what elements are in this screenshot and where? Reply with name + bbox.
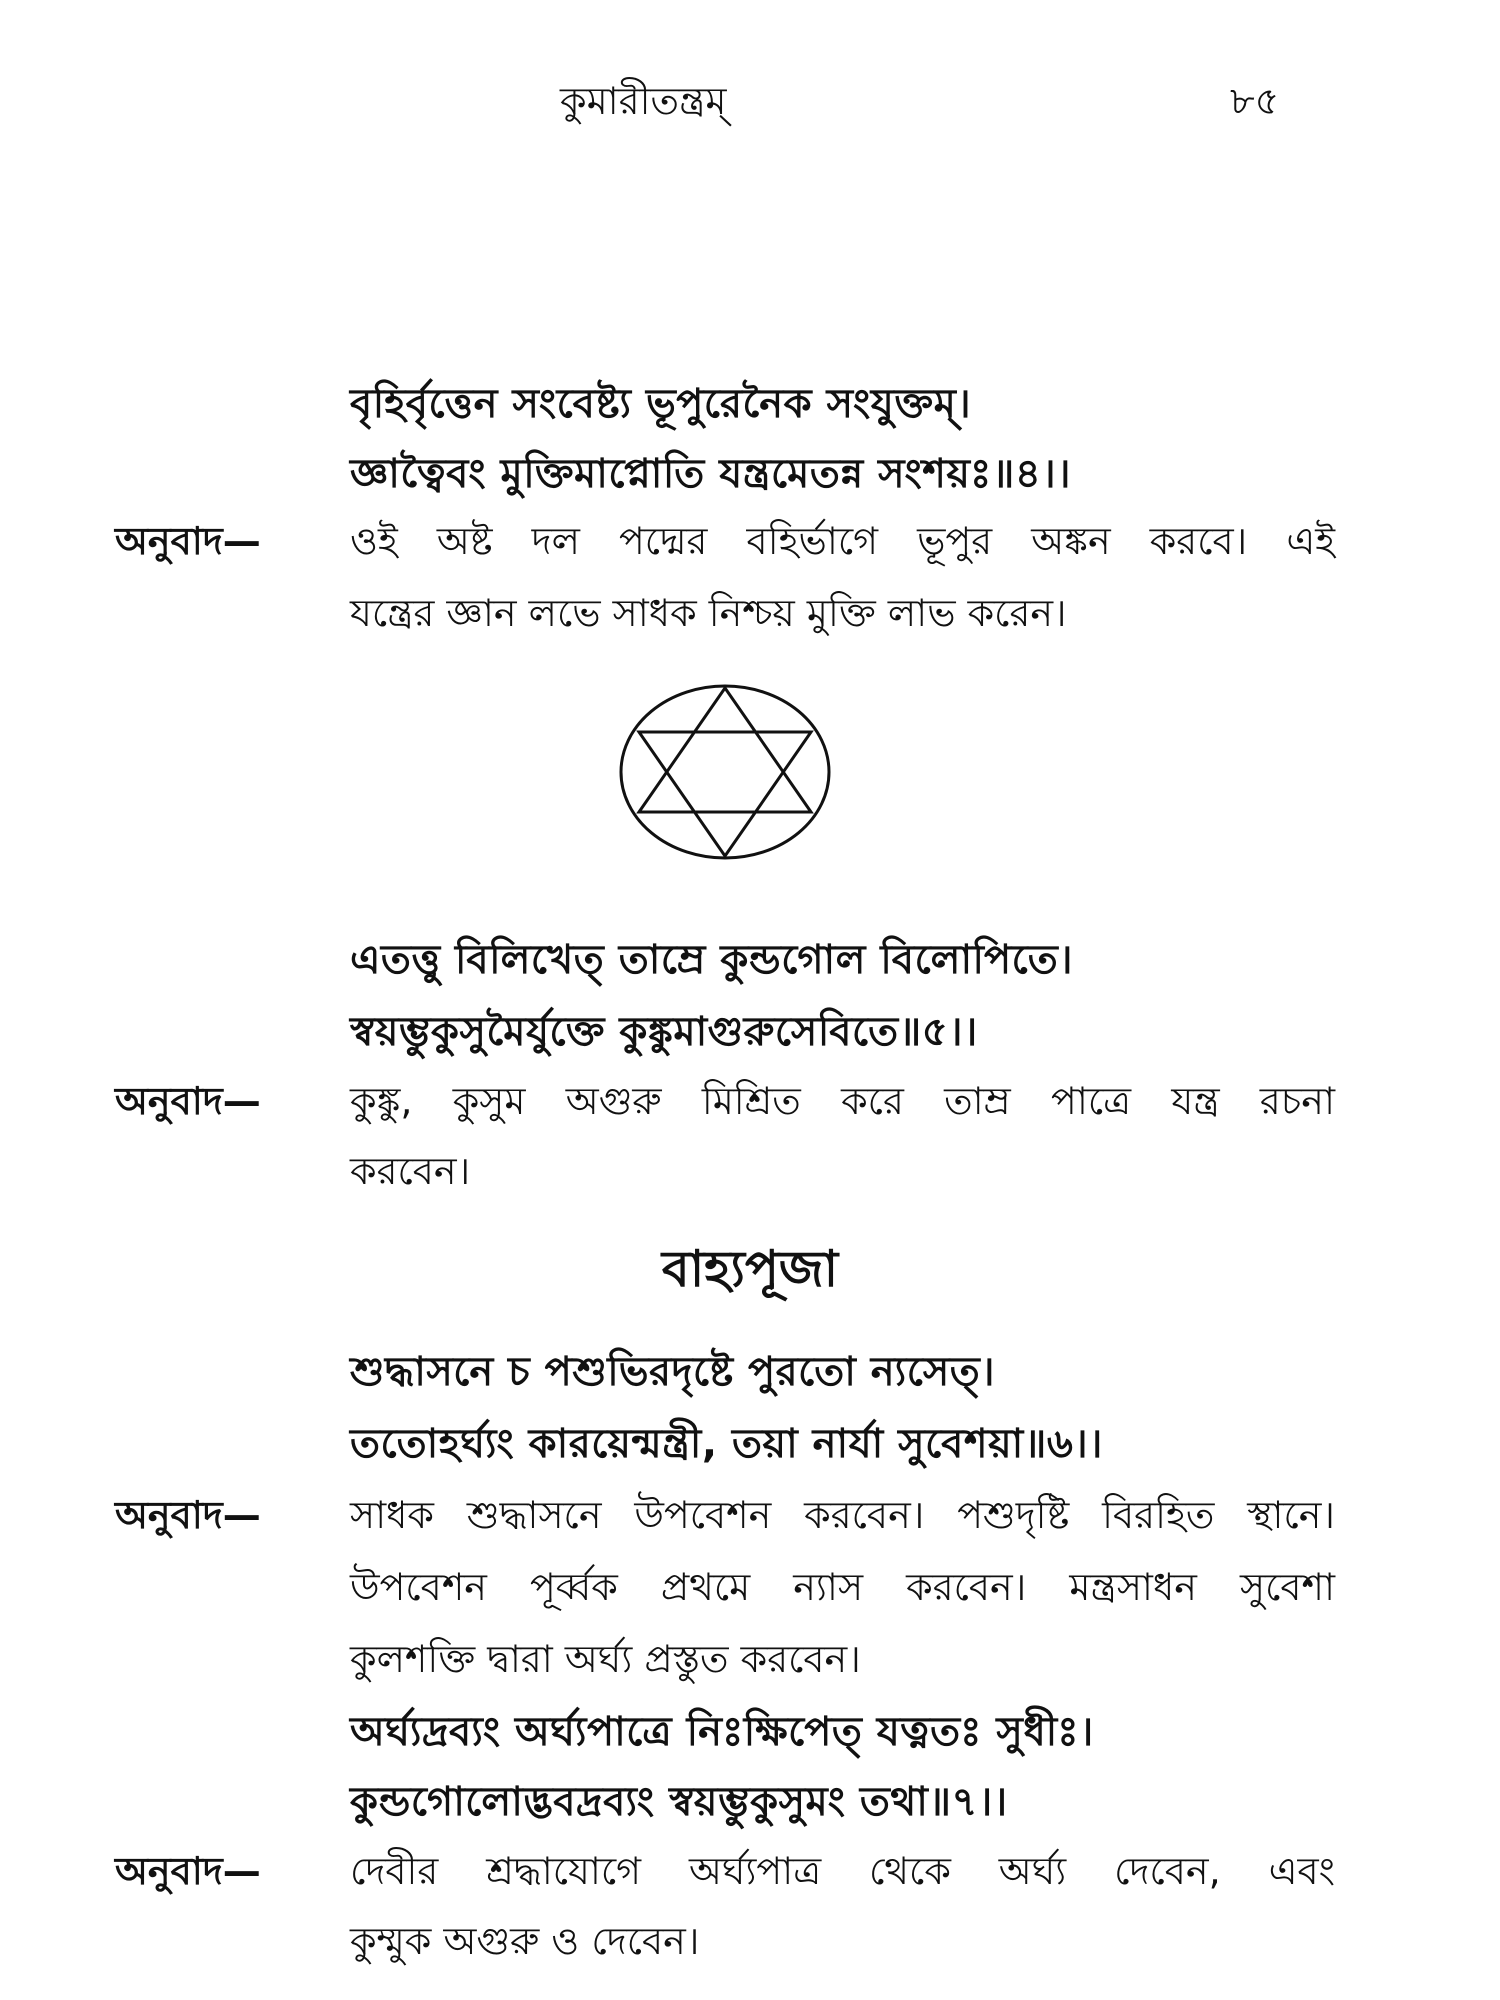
page-number: ৮৫ [1230, 79, 1280, 123]
yantra-upward-triangle [639, 688, 811, 812]
yantra-circle [621, 686, 829, 858]
translation-7-line-2: কুম্মুক অগুরু ও দেবেন। [350, 1919, 700, 1963]
translation-5-line-1: কুঙ্কু, কুসুম অগুরু মিশ্রিত করে তাম্র পাত্রে যন্ত্র রচনা [350, 1079, 1335, 1123]
running-header-title: কুমারীতন্ত্রম্ [560, 79, 727, 123]
verse-4-line-2: জ্ঞাত্বৈবং মুক্তিমাপ্নোতি যন্ত্রমেতন্ন সংশয়ঃ॥৪।। [350, 451, 1072, 497]
translation-7-line-1: দেবীর শ্রদ্ধাযোগে অর্ঘ্যপাত্র থেকে অর্ঘ্য দেবেন, এবং [350, 1849, 1335, 1893]
section-heading-bahyapuja: বাহ্যপূজা [661, 1240, 839, 1298]
translation-label: অনুবাদ— [115, 1079, 261, 1123]
verse-7-line-1: অর্ঘ্যদ্রব্যং অর্ঘ্যপাত্রে নিঃক্ষিপেত্ যত্নতঃ সুধীঃ। [350, 1709, 1094, 1755]
verse-6-line-2: ততোহর্ঘ্যং কারয়েন্মন্ত্রী, তয়া নার্যা সুবেশয়া॥৬।। [350, 1421, 1103, 1467]
translation-6-line-2: উপবেশন পূর্ব্বক প্রথমে ন্যাস করবেন। মন্ত্রসাধন সুবেশা [350, 1565, 1335, 1609]
translation-label: অনুবাদ— [115, 1849, 261, 1893]
translation-6-line-1: সাধক শুদ্ধাসনে উপবেশন করবেন। পশুদৃষ্টি বিরহিত স্থানে। [350, 1493, 1335, 1537]
translation-label: অনুবাদ— [115, 1493, 261, 1537]
verse-4-line-1: বৃহির্বৃত্তেন সংবেষ্ট্য ভূপুরেনৈক সংযুক্তম্। [350, 381, 972, 427]
translation-5-line-2: করবেন। [350, 1149, 471, 1193]
verse-7-line-2: কুন্ডগোলোদ্ভবদ্রব্যং স্বয়ম্ভুকুসুমং তথা॥৭।। [350, 1779, 1008, 1825]
hexagram-yantra-figure [615, 682, 835, 862]
verse-6-line-1: শুদ্ধাসনে চ পশুভিরদৃষ্টে পুরতো ন্যসেত্। [350, 1349, 996, 1395]
translation-6-line-3: কুলশক্তি দ্বারা অর্ঘ্য প্রস্তুত করবেন। [350, 1637, 861, 1681]
verse-5-line-2: স্বয়ম্ভুকুসুমৈর্যুক্তে কুঙ্কুমাগুরুসেবিতে॥৫।। [350, 1009, 978, 1055]
verse-5-line-1: এতত্তু বিলিখেত্ তাম্রে কুন্ডগোল বিলোপিতে। [350, 937, 1074, 983]
translation-4-line-2: যন্ত্রের জ্ঞান লভে সাধক নিশ্চয় মুক্তি লাভ করেন। [350, 591, 1067, 635]
yantra-downward-triangle [639, 732, 811, 856]
translation-label: অনুবাদ— [115, 519, 261, 563]
translation-4-line-1: ওই অষ্ট দল পদ্মের বহির্ভাগে ভূপুর অঙ্কন করবে। এই [350, 519, 1335, 563]
